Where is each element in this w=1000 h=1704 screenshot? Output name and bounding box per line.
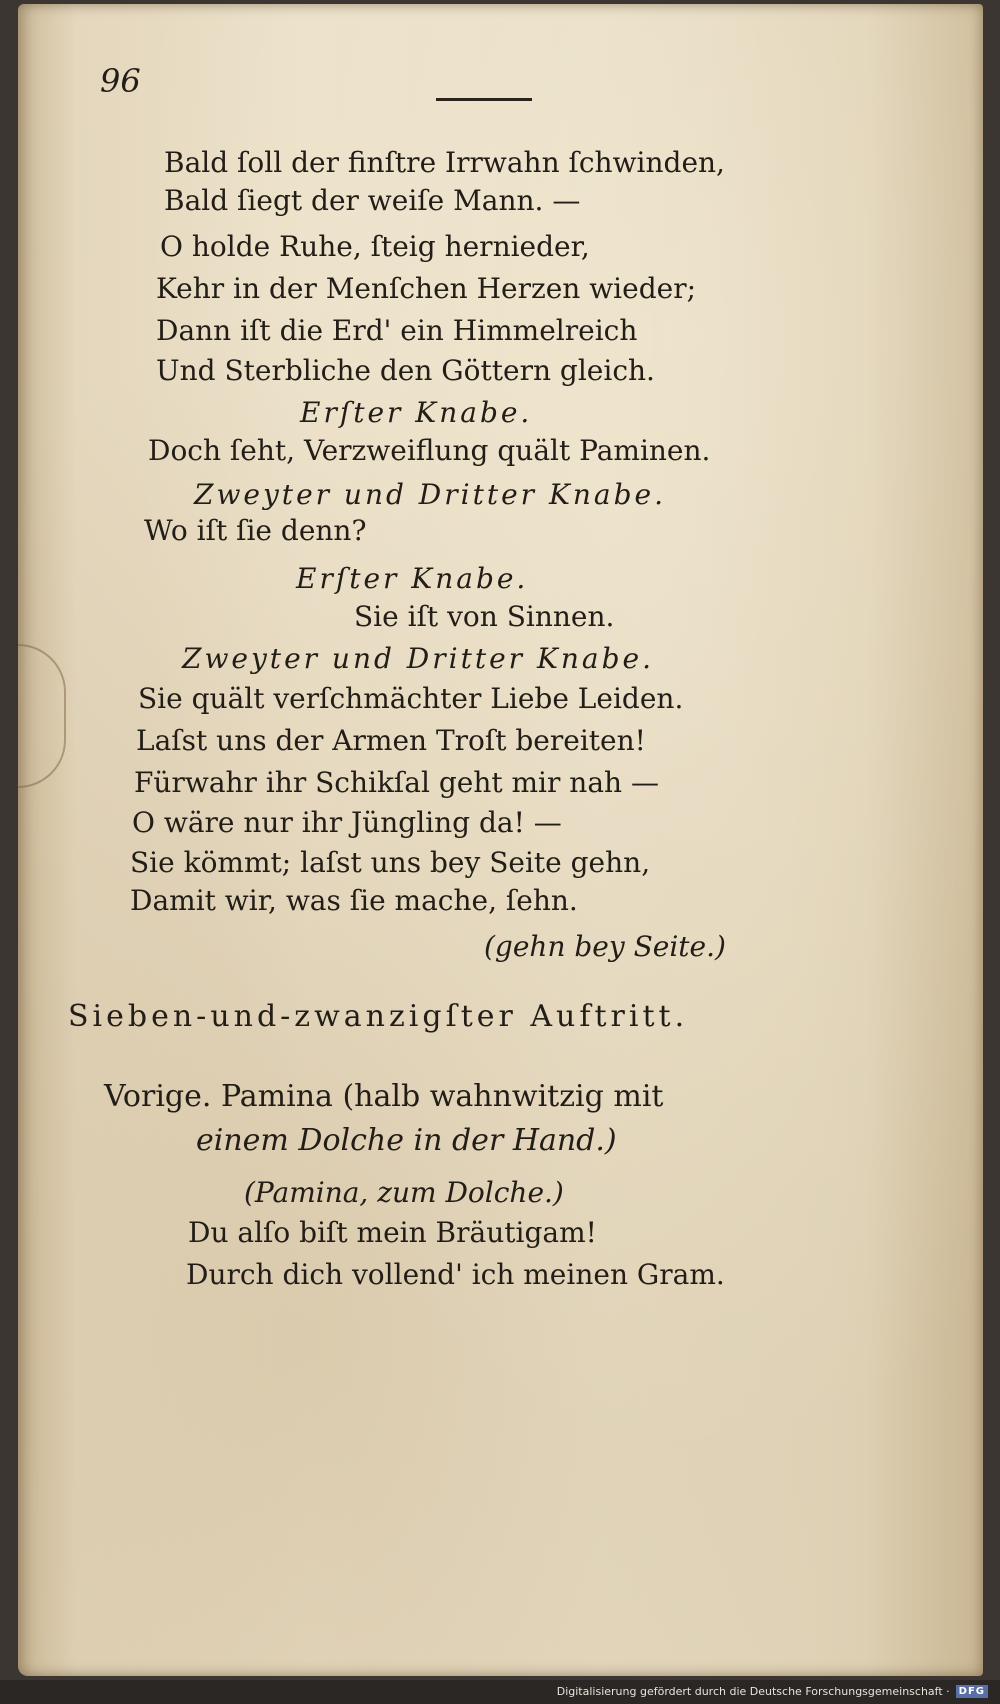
text-line-14: Sie kömmt; laſst uns bey Seite gehn, [130,846,651,879]
speaker-first-boy-2: Erſter Knabe. [296,562,529,595]
text-line-8: Wo iſt ſie denn? [144,514,367,547]
digitization-credit [557,1682,988,1700]
text-line-12: Fürwahr ihr Schikſal geht mir nah — [134,766,659,799]
speaker-first-boy: Erſter Knabe. [300,396,533,429]
text-line-11: Laſst uns der Armen Troſt bereiten! [136,724,646,757]
text-line-7: Doch ſeht, Verzweiflung quält Paminen. [148,434,711,467]
text-line-3: O holde Ruhe, ſteig hernieder, [160,230,590,263]
speaker-second-third-boy: Zweyter und Dritter Knabe. [194,478,666,511]
text-line-6: Und Sterbliche den Göttern gleich. [156,354,655,387]
stage-direction-pamina: (Pamina, zum Dolche.) [244,1176,564,1209]
book-page [18,4,983,1676]
dfg-logo: DFG [956,1685,988,1698]
text-line-13: O wäre nur ihr Jüngling da! — [132,806,562,839]
stage-direction-aside: (gehn bey Seite.) [484,930,726,963]
text-line-1: Bald ſoll der finſtre Irrwahn ſchwinden, [164,146,725,179]
page-number: 96 [100,62,141,100]
text-line-15: Damit wir, was ſie mache, ſehn. [130,884,578,917]
text-line-4: Kehr in der Menſchen Herzen wieder; [156,272,697,305]
text-line-10: Sie quält verſchmächter Liebe Leiden. [138,682,684,715]
speaker-second-third-boy-2: Zweyter und Dritter Knabe. [182,642,654,675]
stage-direction-dagger: einem Dolche in der Hand.) [196,1123,617,1158]
text-line-5: Dann iſt die Erd' ein Himmelreich [156,314,638,347]
text-line-17: Durch dich vollend' ich meinen Gram. [186,1258,725,1291]
text-line-2: Bald ſiegt der weiſe Mann. — [164,184,581,217]
header-rule [436,98,532,101]
scene-heading: Sieben-und-zwanzigſter Auftritt. [68,999,689,1034]
text-line-9: Sie iſt von Sinnen. [354,600,615,633]
page-edge-shadow [18,644,66,788]
stage-direction-characters: Vorige. Pamina (halb wahnwitzig mit [104,1079,664,1114]
credit-text: Digitalisierung gefördert durch die Deutsche Forschungsgemeinschaft · [556,1684,950,1698]
text-line-16: Du alſo biſt mein Bräutigam! [188,1216,597,1249]
